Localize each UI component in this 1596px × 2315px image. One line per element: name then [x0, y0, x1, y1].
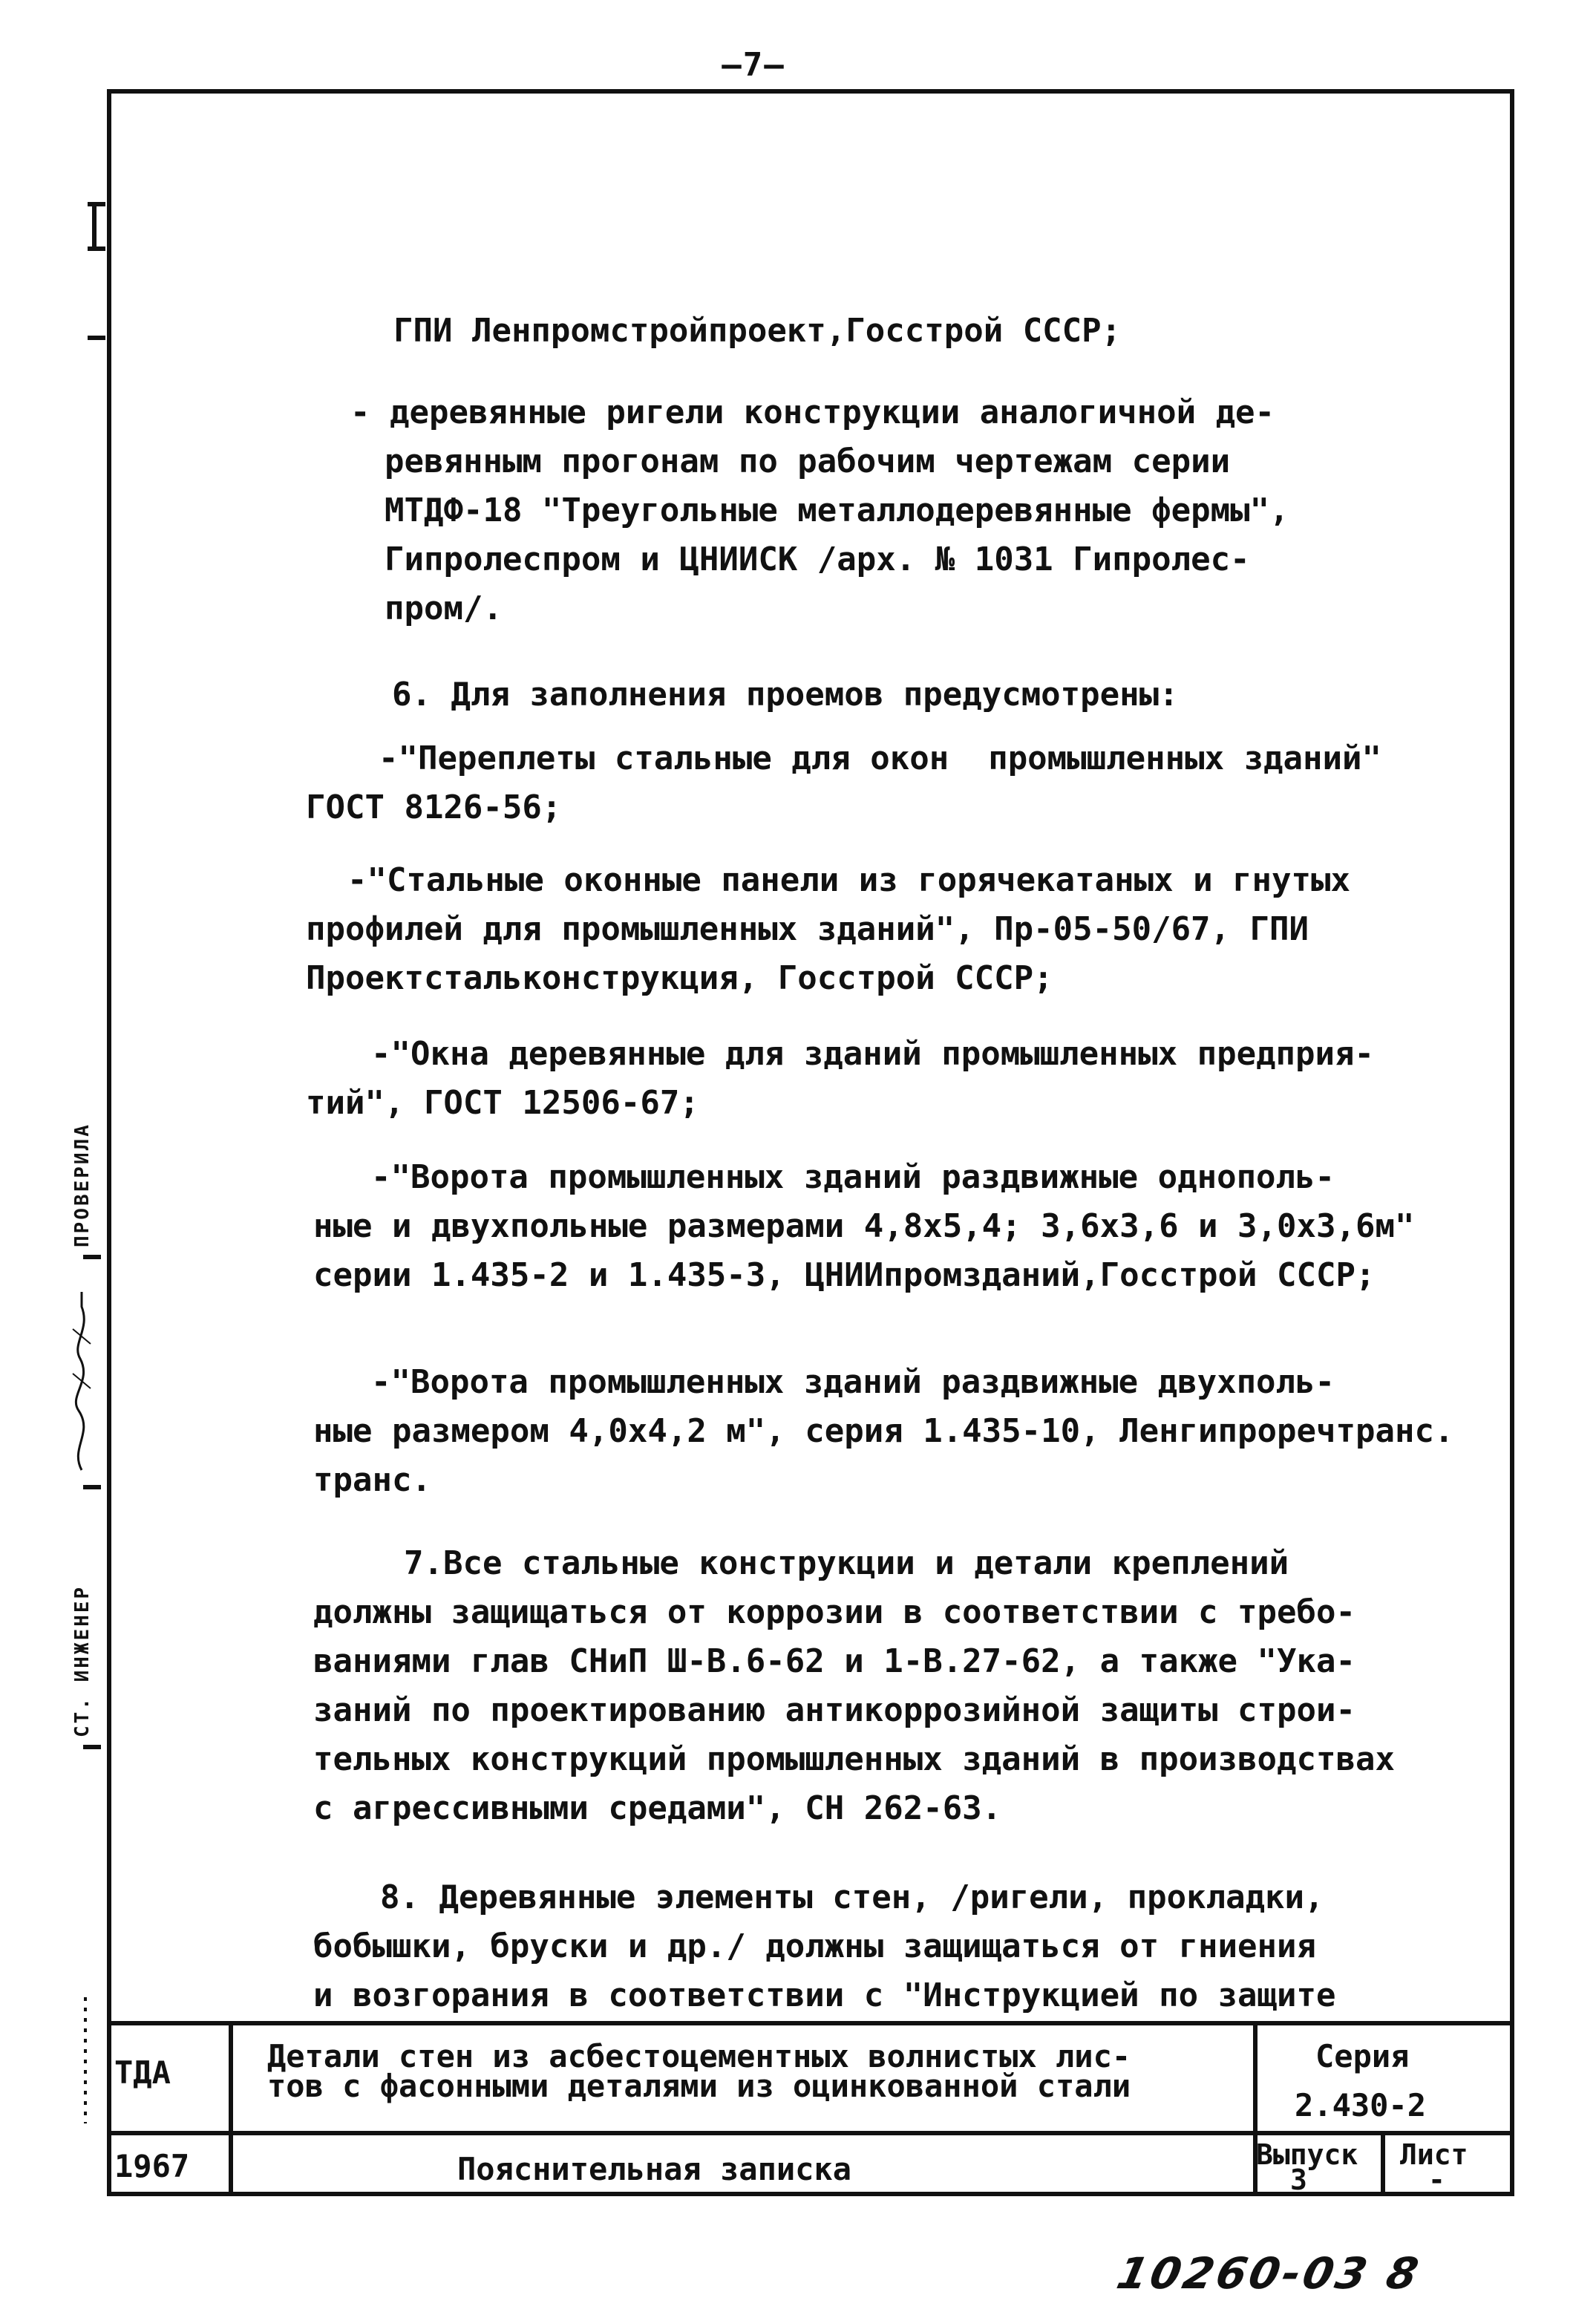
- text-line: ГОСТ 8126-56;: [306, 788, 562, 826]
- text-line: и возгорания в соответствии с "Инструкцией по защите: [313, 1976, 1336, 2014]
- series-label: Серия: [1315, 2038, 1410, 2074]
- text-line: транс.: [313, 1461, 431, 1499]
- text-line: должны защищаться от коррозии в соответствии с требо-: [313, 1593, 1355, 1631]
- text-line: -"Стальные оконные панели из горячекатаных и гнутых: [347, 861, 1351, 899]
- title-line-1: Детали стен из асбестоцементных волнистых лис-: [267, 2038, 1131, 2074]
- text-line: -"Ворота промышленных зданий раздвижные однополь-: [371, 1158, 1335, 1196]
- margin-tick: [92, 202, 97, 251]
- text-line: ревянным прогонам по рабочим чертежам серии: [385, 443, 1231, 480]
- title-line-2: тов с фасонными деталями из оцинкованной стали: [267, 2068, 1131, 2104]
- text-line: ные размером 4,0х4,2 м", серия 1.435-10, Ленгипроречтранс.: [313, 1412, 1454, 1450]
- engineer-label: СТ. ИНЖЕНЕР: [71, 1584, 94, 1737]
- sheet-label: Лист: [1400, 2138, 1468, 2171]
- text-line: ваниями глав СНиП Ш-В.6-62 и 1-В.27-62, а также "Ука-: [313, 1642, 1355, 1680]
- year: 1967: [114, 2148, 190, 2184]
- text-line: тельных конструкций промышленных зданий в производствах: [313, 1740, 1395, 1778]
- sheet-value: -: [1428, 2164, 1445, 2196]
- title-block-top-rule: [107, 2021, 1514, 2025]
- text-line: бобышки, бруски и др./ должны защищаться от гниения: [313, 1927, 1317, 1965]
- text-line: -"Окна деревянные для зданий промышленных предприя-: [371, 1035, 1375, 1073]
- margin-tick: [88, 336, 105, 340]
- margin-tick: [83, 1485, 101, 1489]
- signature-mark: [65, 1284, 98, 1478]
- text-line: 8. Деревянные элементы стен, /ригели, прокладки,: [380, 1878, 1324, 1916]
- margin-tick: [83, 1255, 101, 1259]
- text-line: -"Переплеты стальные для окон промышленных зданий": [379, 739, 1382, 777]
- title-block-divider: [229, 2021, 233, 2196]
- body-text: [111, 94, 1510, 2192]
- page-number: —7—: [722, 46, 785, 84]
- title-block-mid-rule: [107, 2131, 1514, 2135]
- text-line: заний по проектированию антикоррозийной защиты строи-: [313, 1691, 1355, 1729]
- text-line: тий", ГОСТ 12506-67;: [306, 1084, 699, 1122]
- issue-label: Выпуск: [1256, 2138, 1358, 2171]
- text-line: Проектстальконструкция, Госстрой СССР;: [306, 959, 1053, 997]
- margin-tick: [88, 202, 105, 206]
- text-line: ные и двухпольные размерами 4,8х5,4; 3,6х3,6 и 3,0х3,6м": [313, 1207, 1415, 1245]
- series-value: 2.430-2: [1295, 2087, 1427, 2123]
- text-line: МТДФ-18 "Треугольные металлодеревянные фермы",: [385, 492, 1289, 529]
- text-line: 7.Все стальные конструкции и детали креплений: [404, 1544, 1289, 1582]
- margin-tick: [88, 246, 105, 251]
- text-line: -"Ворота промышленных зданий раздвижные двухполь-: [371, 1363, 1335, 1401]
- text-line: с агрессивными средами", СН 262-63.: [313, 1789, 1002, 1827]
- checked-label: ПРОВЕРИЛА: [71, 1123, 94, 1247]
- text-line: 6. Для заполнения проемов предусмотрены:: [392, 676, 1179, 714]
- organization: ТДА: [114, 2054, 171, 2091]
- doc-type: Пояснительная записка: [457, 2151, 852, 2187]
- text-line: - деревянные ригели конструкции аналогичной де-: [350, 394, 1275, 431]
- title-block: [107, 2021, 1514, 2196]
- archive-number: 10260-03 8: [1112, 2248, 1426, 2299]
- text-line: профилей для промышленных зданий", Пр-05-50/67, ГПИ: [306, 910, 1309, 948]
- dotted-line: [82, 1997, 89, 2123]
- text-line: ГПИ Ленпромстройпроект,Госстрой СССР;: [393, 312, 1122, 350]
- page-frame: [107, 89, 1514, 2196]
- text-line: серии 1.435-2 и 1.435-3, ЦНИИпромзданий,Госстрой СССР;: [313, 1256, 1376, 1294]
- margin-tick: [83, 1745, 101, 1749]
- title-block-divider: [1381, 2131, 1385, 2196]
- text-line: пром/.: [385, 590, 503, 627]
- text-line: Гипролеспром и ЦНИИСК /арх. № 1031 Гипролес-: [385, 541, 1250, 578]
- issue-value: 3: [1290, 2164, 1307, 2196]
